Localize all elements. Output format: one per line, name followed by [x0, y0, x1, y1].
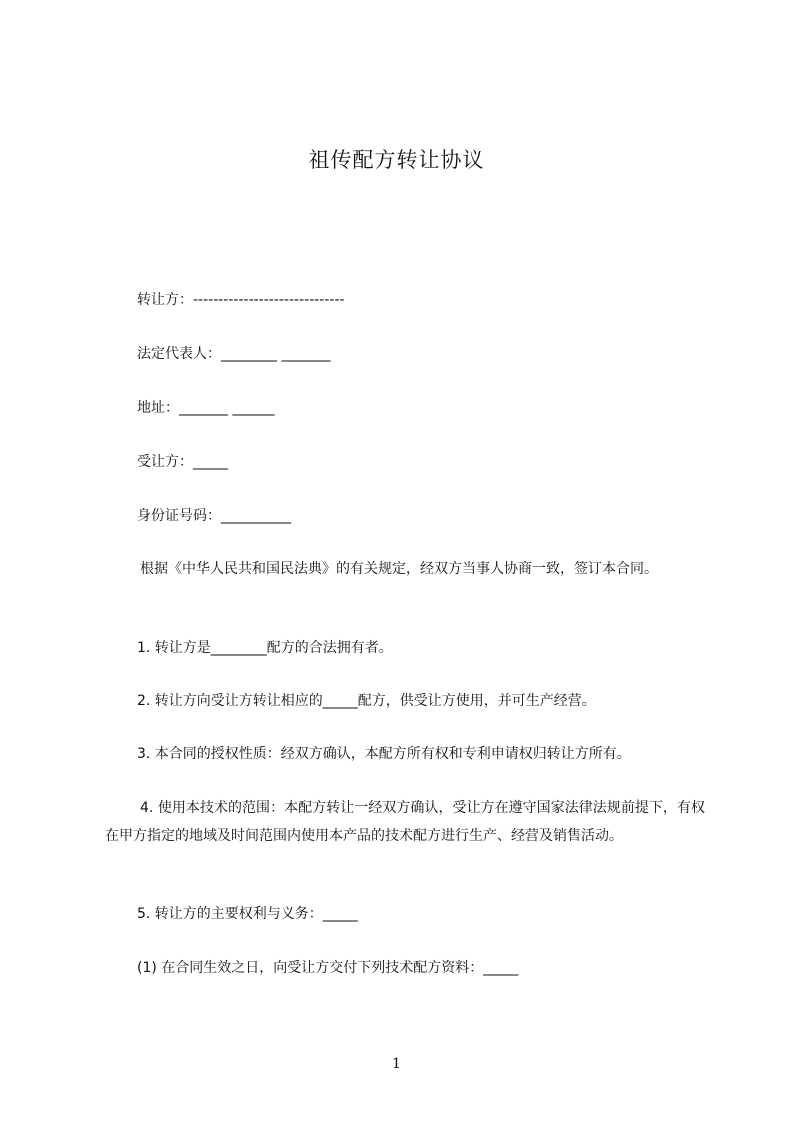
id-number-field: 身份证号码：__________	[137, 508, 291, 524]
legal-representative-field: 法定代表人：________ _______	[137, 346, 331, 362]
clause-4: 4. 使用本技术的范围：本配方转让一经双方确认，受让方在遵守国家法律法规前提下，有权在甲方指定的地域及时间范围内使用本产品的技术配方进行生产、经营及销售活动。	[105, 800, 705, 844]
clause-5: 5. 转让方的主要权利与义务：_____	[137, 906, 358, 922]
transferee-field: 受让方：_____	[137, 454, 228, 470]
address-field: 地址：_______ ______	[137, 400, 275, 416]
clause-5-item-1: (1) 在合同生效之日，向受让方交付下列技术配方资料：_____	[137, 960, 519, 976]
document-title: 祖传配方转让协议	[308, 148, 485, 172]
page-number: 1	[392, 1056, 401, 1072]
clause-2: 2. 转让方向受让方转让相应的_____配方，供受让方使用，并可生产经营。	[137, 693, 596, 709]
preamble-paragraph: 根据《中华人民共和国民法典》的有关规定，经双方当事人协商一致，签订本合同。	[140, 561, 658, 577]
transferor-field: 转让方：------------------------------	[137, 292, 345, 308]
clause-1: 1. 转让方是________配方的合法拥有者。	[137, 640, 393, 656]
clause-3: 3. 本合同的授权性质：经双方确认，本配方所有权和专利申请权归转让方所有。	[137, 746, 631, 762]
